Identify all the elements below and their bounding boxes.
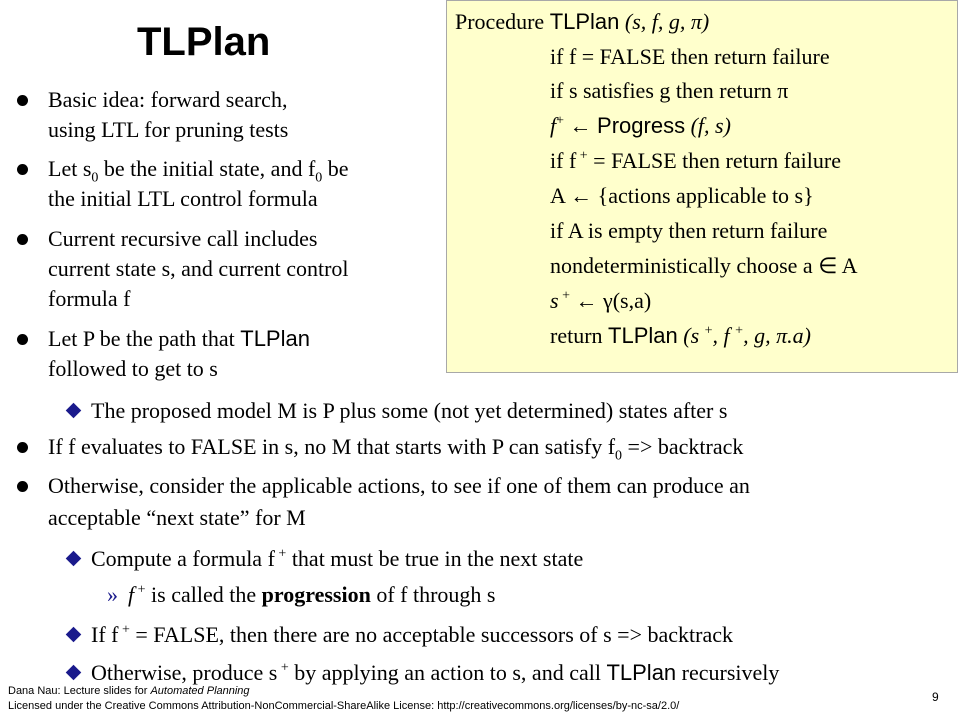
b2-b: be the initial state, and f bbox=[98, 156, 316, 181]
sb3-b: = FALSE, then there are no acceptable successors of s => backtrack bbox=[129, 622, 733, 647]
proc-l3-lhs: f bbox=[550, 113, 557, 138]
proc-l3-sup: + bbox=[556, 113, 565, 129]
b4-fn: TLPlan bbox=[240, 326, 310, 351]
bullet-4-line-2: followed to get to s bbox=[48, 356, 218, 381]
proc-line-4 bbox=[550, 148, 841, 174]
proc-l4-b: = FALSE then return failure bbox=[587, 148, 841, 173]
proc-line-8 bbox=[550, 288, 651, 314]
sb2-a: Compute a formula f bbox=[91, 546, 275, 571]
proc-l9-a: return bbox=[550, 323, 609, 348]
proc-l3-arrow: ← bbox=[564, 113, 598, 138]
ssb-a: f bbox=[128, 582, 135, 607]
sb4-c: recursively bbox=[676, 660, 780, 685]
diamond-bullet-icon bbox=[66, 627, 82, 643]
proc-line-3 bbox=[550, 113, 731, 139]
proc-name: TLPlan bbox=[549, 9, 620, 34]
proc-line-7: nondeterministically choose a ∈ A bbox=[550, 253, 858, 278]
b2-sub1: 0 bbox=[91, 170, 99, 186]
footer-license: Licensed under the Creative Commons Attribution-NonCommercial-ShareAlike License: http://creativecommons.org/licenses/by-nc-sa/2.0/ bbox=[8, 700, 680, 712]
bullet-6-line-1: Otherwise, consider the applicable actions, to see if one of them can produce an bbox=[48, 473, 750, 498]
b2-c: be bbox=[322, 156, 349, 181]
proc-line-5: A ← {actions applicable to s} bbox=[550, 183, 814, 208]
proc-args: (s, f, g, π) bbox=[619, 9, 710, 34]
b5-b: => backtrack bbox=[622, 434, 744, 459]
diamond-bullet-icon bbox=[66, 551, 82, 567]
proc-l9-c: , f bbox=[712, 323, 736, 348]
proc-line-1: if f = FALSE then return failure bbox=[550, 44, 830, 69]
sub-bullet-3 bbox=[91, 622, 733, 648]
proc-l8-b: ← γ(s,a) bbox=[569, 288, 652, 313]
sub-bullet-1: The proposed model M is P plus some (not yet determined) states after s bbox=[91, 398, 728, 423]
bullet-icon bbox=[17, 164, 28, 175]
diamond-bullet-icon bbox=[66, 403, 82, 419]
proc-l9-b: (s bbox=[677, 323, 705, 348]
proc-line-2: if s satisfies g then return π bbox=[550, 78, 789, 103]
sub-sub-bullet bbox=[128, 582, 495, 608]
proc-l8-a: s bbox=[550, 288, 559, 313]
proc-line-9 bbox=[550, 323, 811, 349]
bullet-6-line-2: acceptable “next state” for M bbox=[48, 505, 306, 530]
proc-l4-sup: + bbox=[576, 148, 588, 164]
b4-a: Let P be the path that bbox=[48, 326, 241, 351]
proc-l3-fn: Progress bbox=[597, 113, 686, 138]
bullet-5 bbox=[48, 434, 744, 464]
bullet-icon bbox=[17, 95, 28, 106]
procedure-box bbox=[446, 0, 958, 373]
diamond-bullet-icon bbox=[66, 665, 82, 681]
sb4-a: Otherwise, produce s bbox=[91, 660, 278, 685]
sb4-b: by applying an action to s, and call bbox=[288, 660, 607, 685]
sub-bullet-4 bbox=[91, 660, 779, 686]
proc-l9-sup2: + bbox=[735, 323, 744, 339]
ssb-c: of f through s bbox=[370, 582, 496, 607]
bullet-4-line-1 bbox=[48, 326, 310, 352]
ssb-b: is called the bbox=[145, 582, 262, 607]
proc-line-6: if A is empty then return failure bbox=[550, 218, 828, 243]
bullet-3-line-3: formula f bbox=[48, 286, 131, 311]
sb2-b: that must be true in the next state bbox=[286, 546, 584, 571]
bullet-3-line-1: Current recursive call includes bbox=[48, 226, 318, 251]
proc-header bbox=[455, 9, 709, 35]
ssb-bold: progression bbox=[261, 582, 371, 607]
b2-sub2: 0 bbox=[315, 170, 323, 186]
proc-l9-d: , g, π.a) bbox=[743, 323, 811, 348]
bullet-icon bbox=[17, 234, 28, 245]
sb3-sup: + bbox=[118, 622, 130, 638]
b2-a: Let s bbox=[48, 156, 92, 181]
proc-keyword: Procedure bbox=[455, 9, 550, 34]
proc-l9-fn: TLPlan bbox=[608, 323, 678, 348]
bullet-3-line-2: current state s, and current control bbox=[48, 256, 349, 281]
footer-book-title: Automated Planning bbox=[150, 685, 250, 697]
bullet-2-line-2: the initial LTL control formula bbox=[48, 186, 318, 211]
sb4-sup: + bbox=[277, 660, 289, 676]
sb2-sup: + bbox=[274, 546, 287, 562]
proc-l3-args: (f, s) bbox=[685, 113, 731, 138]
footer-credit bbox=[8, 685, 250, 698]
bullet-1-line-1: Basic idea: forward search, bbox=[48, 87, 288, 112]
bullet-2-line-1 bbox=[48, 156, 349, 186]
footer-credit-text: Dana Nau: Lecture slides for bbox=[8, 685, 151, 697]
raquo-bullet-icon: » bbox=[107, 582, 118, 607]
bullet-icon bbox=[17, 442, 28, 453]
proc-l9-sup1: + bbox=[704, 323, 713, 339]
sb3-a: If f bbox=[91, 622, 119, 647]
proc-l8-sup: + bbox=[558, 288, 570, 304]
bullet-1-line-2: using LTL for pruning tests bbox=[48, 117, 289, 142]
sb4-fn: TLPlan bbox=[606, 660, 677, 685]
ssb-sup: + bbox=[134, 582, 146, 598]
b5-a: If f evaluates to FALSE in s, no M that starts with P can satisfy f bbox=[48, 434, 616, 459]
sub-bullet-2 bbox=[91, 546, 583, 572]
proc-l4-a: if f bbox=[550, 148, 577, 173]
b5-sub: 0 bbox=[615, 448, 623, 464]
bullet-icon bbox=[17, 334, 28, 345]
bullet-icon bbox=[17, 481, 28, 492]
page-number: 9 bbox=[932, 690, 939, 704]
slide-title: TLPlan bbox=[137, 20, 271, 64]
